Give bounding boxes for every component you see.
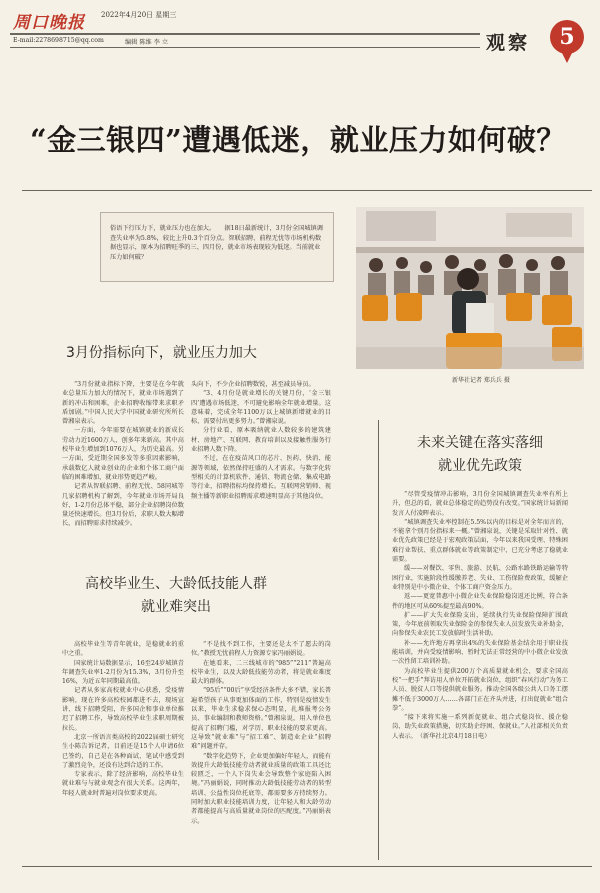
paragraph: 高校毕业生等青年就业，是稳就业的重中之重。 (62, 641, 184, 658)
paragraph: 不过，在在疫苗风口的芯片、医药、快消、能源等领域，依然保持旺盛的人才需求。与数字化转型相关的计算机软件、通信、物流仓储、集成电路等行业，招聘指标均保持增长。互联网营销师、视频主播等新职业招聘需求增速明显高于其他岗位。 (191, 455, 331, 500)
paragraph: 缓——对餐饮、零售、旅游、民航、公路水路铁路运输等特困行业，实施阶段性缓缴养老、失业、工伤保险费政策，缓解企业特别是中小微企业、个体工商户资金压力。 (392, 565, 568, 591)
masthead-logo: 周口晚报 (13, 13, 85, 33)
paragraph: 为高校毕业生提供200万个高质量就业机会，要求全国高校“一把手”拜访用人单位开拓就业岗位，组织“春风行动”为务工人员、脱贫人口等提供就业服务。推动全国各级公共人口务工摆摊不低于3000万人……各部门正在齐头并进，打出促就业“组合拳”。 (392, 667, 568, 712)
paragraph: 分行业看，原本吸纳就业人数较多的建筑建材、房地产、互联网、教育培训以及接触性服务行业招聘人数下降。 (191, 427, 331, 454)
subhead-graduates-line2: 就业难突出 (141, 599, 211, 615)
issue-date: 2022年4月20日 星期三 (101, 11, 177, 19)
paragraph: “尽管受疫情冲击影响，3月份全国城镇调查失业率有所上升，但总的看，就业总体稳定的趋势没有改变。”国家统计局新闻发言人付凌晖表示。 (392, 491, 568, 517)
page-number-badge: 5 (550, 20, 584, 54)
footer-rule (22, 866, 592, 867)
lead-text: 俗语下行压力下，就业压力也在加大。 据18日最新统计，3月份全国城镇调查失业率为5.8%，较比上升0.3个百分点。智联招聘、前程无忧等市场机构数据也显示，原本为招聘旺季的三、四月份，就业市场表现较为低迷。当前就业压力如何破？ (110, 225, 323, 261)
paragraph: “城镇调查失业率控制在5.5%以内的目标是对全年而言的，不能拿个别月份指标来一概。”曾湘泉说，关键是采取针对性、就业优先政策已经是于宏观政策层面，今年以来我国受理、特殊困难行业帮扶、重点群体就业等政策制定中，已充分考虑了稳就业需要。 (392, 518, 568, 564)
paragraph: “数字化趋势下，企业更加偏好年轻人，而能有效提升大龄低技能劳动者就业质量的政策工具还比较匮乏，一个人下岗失业会导致整个家庭陷入困境。”冯丽娟说，同时推动大龄低技能劳动者的转型培训、公益性岗位托底等，都需要多方持续努力。同时加大职业技能培训力度，让年轻人和大龄劳动者都能提高与高质量就业岗位的匹配度。”冯丽娟表示。 (191, 752, 331, 825)
paragraph: 专家表示，除了经济影响，高校毕业生就业难与与就业观念有很大关系。这两年，年轻人就业时普遍对岗位要求更高。 (62, 771, 184, 797)
subhead-graduates-line1: 高校毕业生、大龄低技能人群 (85, 576, 267, 592)
paragraph: “95后”“00后”享受经济条件大多不错，家长普遍希望孩子从事更加体面的工作，特别是疫情发生以来，毕业生求稳求保心态明显，扎堆报考公务员、事业编制和教师资格。”曾湘泉说，用人单位也提高了招聘门槛，对学历、职业技能的要求更高。这导致“就业难”与“招工难”、制造业企业“招聘难”问题并存。 (191, 687, 331, 751)
paragraph: 记者从多家高校就业中心获悉，受疫情影响，现在许多高校校园都进不去，现场宣讲、线下招聘受阻，许多国企和事业单位推迟了招聘工作，导致高校毕业生求职周期被拉长。 (62, 687, 184, 732)
article-column-3 (62, 640, 184, 858)
headline-rule (22, 190, 592, 191)
news-photo (356, 207, 584, 369)
subhead-policy-line1: 未来关键在落实落细 (417, 435, 543, 451)
paragraph: 在她看来，二三线城市的“985”“211”普遍高校毕业生，以及大龄低技能劳动者，将是就业难度最大的群体。 (191, 659, 331, 686)
subhead-march-indicators: 3月份指标向下，就业压力加大 (66, 345, 257, 361)
article-column-4 (191, 640, 331, 858)
paragraph: 北京一所语言类高校的2022届硕士研究生小陈告诉记者，目前还是15个人申请6位已签约，自己是在各种面试、笔试中感受到了激烈竞争，还没有达到合适的工作。 (62, 733, 184, 769)
page-headline: “金三银四”遭遇低迷，就业压力如何破？ (30, 123, 566, 157)
issue-editor: 编辑 陈维 李 立 (125, 39, 169, 46)
header-rule-top (10, 33, 480, 35)
paragraph: 一方面，今年需要在城镇就业的新成长劳动力近1600万人，创多年来新高。其中高校毕业生增加到1076万人，为历史最高。另一方面，受近期全国多发等多重因素影响，承载数亿人就业创业的企业和个体工商户面临的困难增加，就业形势更趋严峻。 (62, 427, 184, 481)
paragraph: 补——允许地方再拿出4%的失业保险基金结余用于职业技能培训，并向受疫情影响、暂时无法正常经营的中小微企业发放一次性留工培训补助。 (392, 639, 568, 666)
subhead-policy-line2: 就业优先政策 (438, 458, 522, 474)
article-column-2 (191, 380, 331, 543)
paragraph: “接下来将实施一系列新促就业、组合式稳岗位、援企稳岗、助失业政策措施，切实助企纾困、保就业。”人社部相关负责人表示。 （新华社北京4月18日电） (392, 714, 568, 740)
article-column-1 (62, 380, 184, 543)
paragraph: 扩——扩大失业保险支出，延续执行失业保险保障扩围政策，今年底前领取失业保险金的参保失业人员发放失业补助金，向参保失业农民工发放临时生活补助。 (392, 611, 568, 638)
paragraph: 返——更宽普惠中小微企业失业保险稳岗返还比例，符合条件的地区可从60%提至最高90%。 (392, 593, 568, 610)
paragraph: “3、4月份是就业增长的关键月份，‘金三银四’遭遇市场低迷，不可避免影响全年就业增量。这意味着，完成全年1100万以上城镇新增就业的目标，需要付出更多努力。”曾湘泉说。 (191, 390, 331, 426)
right-column-divider (378, 420, 379, 860)
paragraph: “不是找不到工作，主要还是太不了愿去的岗位。”教授无忧前程人力资源专家冯丽娟说。 (191, 641, 331, 658)
paragraph: 记者从智联招聘、前程无忧、58同城等几家招聘机构了解到，今年就业市场开局良好，1-2月份总体平稳，部分企业招聘岗位数量还快速增长。但3月份后，求职人数大幅增长，而招聘需求持续减少。 (62, 483, 184, 528)
article-column-right (392, 490, 568, 858)
section-name: 观察 (486, 32, 531, 54)
issue-email: E-mail:2278698715@qq.com (13, 37, 104, 44)
photo-credit: 新华社记者 郑兵兵 摄 (452, 377, 510, 384)
paragraph: 头向下，不少企业招聘数锐，甚至减员导员。 (191, 381, 315, 388)
header-rule-bottom (10, 47, 480, 48)
paragraph: 国家统计局数据显示，16至24岁城镇青年调查失业率1-2月份为15.3%，3月份升至16%，为近五年同期最高值。 (62, 659, 184, 686)
paragraph: “3月份就业指标下降，主要是在今年就业总量压力加大的情况下，就业市场遇到了新的冲击和困难，企业招聘收缩带来求职矛盾加剧。”中国人民大学中国就业研究所所长曾湘泉表示。 (62, 381, 184, 426)
